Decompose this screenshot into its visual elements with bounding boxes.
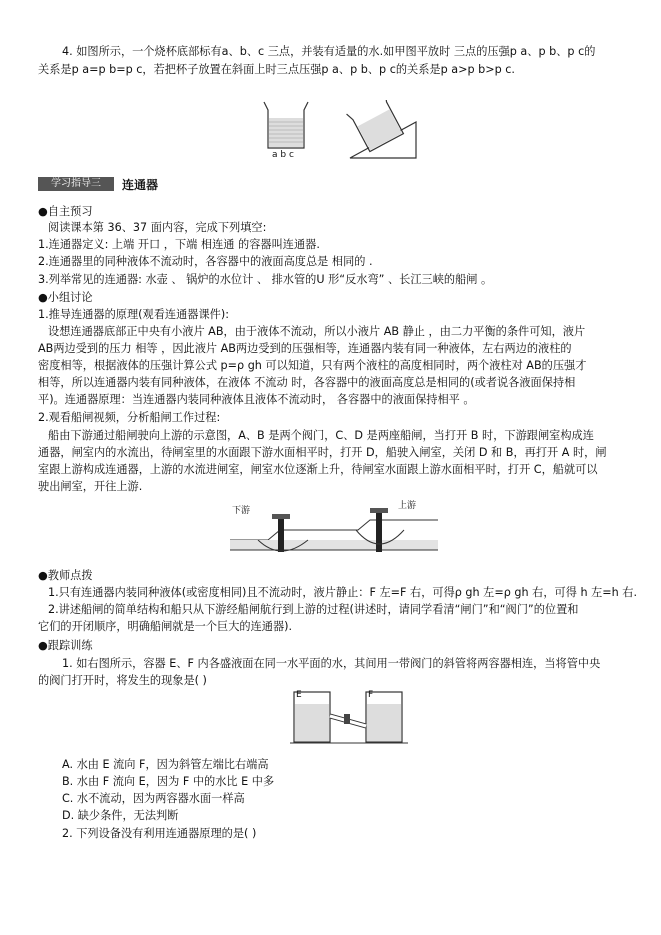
selfstudy-heading: ●自主预习 [38,205,93,218]
lock-label-upstream: 上游 [398,501,417,511]
beaker-labels [272,150,294,160]
track-q1-line2: 的阀门打开时，将发生的现象是( ) [38,674,207,687]
container-f-label: F [368,690,374,700]
group-l2: 设想连通器底部正中央有小液片 AB，由于液体不流动，所以小液片 AB 静止 ，由二力平衡的条件可知，液片 [48,325,586,338]
teacher-heading: ●教师点拨 [38,569,93,582]
selfstudy-item2: 2.连通器里的同种液体不流动时，各容器中的液面高度总是 相同的 . [38,255,373,268]
container-e-label: E [296,690,302,700]
group-l9: 通器，闸室内的水流出，待闸室里的水面跟下游水面相平时，打开 D，船驶入闸室，关闭 D 和 B，再打开 A 时，闸 [38,446,607,459]
q4-line2: 关系是p a=p b=p c，若把杯子放置在斜面上时三点压强p a、p b、p c的关系是p a>p b>p c. [38,63,515,76]
q4-line1: 4. 如图所示，一个烧杯底部标有a、b、c 三点，并装有适量的水.如甲图平放时 三点的压强p a、p b、p c的 [62,45,596,58]
group-heading: ●小组讨论 [38,291,93,304]
group-l1: 1.推导连通器的原理(观看连通器课件): [38,308,229,321]
label-a: a [272,150,278,160]
selfstudy-item3: 3.列举常见的连通器: 水壶 、 锅炉的水位计 、 排水管的U 形“反水弯” 、长江三峡的船闸 。 [38,273,493,286]
group-l4: 密度相等，根据液体的压强计算公式 p=ρ gh 可以知道，只有两个液柱的高度相同时，两个液柱对 AB的压强才 [38,359,587,372]
group-l6: 平)。连通器原理：当连通器内装同种液体且液体不流动时， 各容器中的液面保持相平 。 [38,393,475,406]
track-q1-line1: 1. 如右图所示，容器 E、F 内各盛液面在同一水平面的水，其间用一带阀门的斜管将两容器相连，当将管中央 [62,657,601,670]
teacher-l2: 2.讲述船闸的简单结构和船只从下游经船闸航行到上游的过程(讲述时，请同学看清“闸门”和“阀门”的位置和 [48,603,579,616]
teacher-l3: 它们的开闭顺序，明确船闸就是一个巨大的连通器). [38,620,293,633]
lock-label-downstream: 下游 [232,506,251,516]
option-a: A. 水由 E 流向 F，因为斜管左端比右端高 [62,758,269,771]
label-c: c [288,150,294,160]
group-l7: 2.观看船闸视频，分析船闸工作过程: [38,411,221,424]
group-l10: 室跟上游构成连通器，上游的水流进闸室，闸室水位逐渐上升，待闸室水面跟上游水面相平时，打开 C，船就可以 [38,463,598,476]
option-c: C. 水不流动，因为两容器水面一样高 [62,792,245,805]
section-badge: 学习指导三 [38,177,114,191]
label-b: b [280,150,287,160]
option-d: D. 缺少条件，无法判断 [62,809,179,822]
teacher-l1: 1.只有连通器内装同种液体(或密度相同)且不流动时，液片静止：F 左=F 右，可得ρ gh 左=ρ gh 右，可得 h 左=h 右. [48,586,638,599]
group-l11: 驶出闸室，开往上游. [38,480,143,493]
group-l5: 相等，所以连通器内装有同种液体，在液体 不流动 时，各容器中的液面高度总是相同的(或者说各液面保持相 [38,376,576,389]
containers-figure [288,688,418,748]
beaker-figure [258,100,518,162]
group-l8: 船由下游通过船闸驶向上游的示意图，A、B 是两个阀门，C、D 是两座船闸，当打开 B 时，下游跟闸室构成连 [48,429,594,442]
option-b: B. 水由 F 流向 E，因为 F 中的水比 E 中多 [62,775,275,788]
group-l3: AB两边受到的压力 相等 ，因此液片 AB两边受到的压强相等，连通器内装有同一种液体，左右两边的液柱的 [38,342,572,355]
track-q2: 2. 下列设备没有利用连通器原理的是( ) [62,827,257,840]
section-title: 连通器 [122,178,159,192]
track-heading: ●跟踪训练 [38,639,93,652]
selfstudy-intro: 阅读课本第 36、37 面内容，完成下列填空: [48,221,267,234]
selfstudy-item1: 1.连通器定义: 上端 开口 ，下端 相连通 的容器叫连通器. [38,238,320,251]
